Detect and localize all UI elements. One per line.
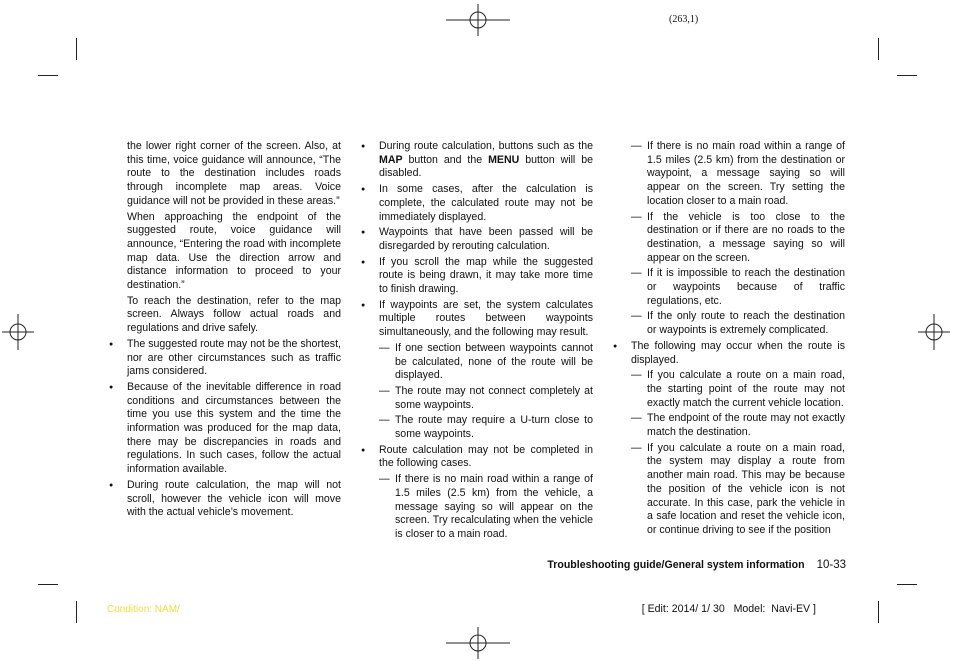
bullet-item: ● The suggested route may not be the shortest, nor are other circumstances such as traffic jams considered. bbox=[109, 338, 341, 379]
crop-mark bbox=[897, 75, 917, 76]
registration-mark-left bbox=[2, 314, 34, 350]
map-button-label: MAP bbox=[379, 153, 403, 166]
registration-mark-bottom bbox=[446, 627, 510, 659]
bullet-item: ● Because of the inevitable difference in road conditions and circumstances between the time you use this system and the time the information was produced for the map data, there may be discrepancies in roads and regulations. In such cases, follow the actual information available. bbox=[109, 381, 341, 477]
page-ref: (263,1) bbox=[669, 14, 699, 25]
edit-info: [ Edit: 2014/ 1/ 30 Model: Navi-EV ] bbox=[641, 603, 816, 615]
dash-item: — If you calculate a route on a main road, the system may display a route from another main road. This may be because the position of the vehicle icon is not accurate. In this case, park the vehicle in a safe location and reset the vehicle icon, or continue driving to see if the position bbox=[613, 442, 845, 538]
column-1 bbox=[109, 140, 341, 522]
dash-item: — If it is impossible to reach the destination or waypoints because of traffic regulations, etc. bbox=[613, 267, 845, 308]
dash-item: — If the only route to reach the destination or waypoints is extremely complicated. bbox=[613, 310, 845, 337]
bullet-item: ● If you scroll the map while the suggested route is being drawn, it may take more time to finish drawing. bbox=[361, 256, 593, 297]
crop-mark bbox=[38, 75, 58, 76]
crop-mark bbox=[76, 38, 77, 60]
bullet-item: ● Route calculation may not be completed in the following cases. bbox=[361, 444, 593, 471]
bullet-item: ● During route calculation, the map will not scroll, however the vehicle icon will move with the actual vehicle’s movement. bbox=[109, 479, 341, 520]
column-3 bbox=[613, 140, 845, 540]
dash-item: — If there is no main road within a range of 1.5 miles (2.5 km) from the vehicle, a message saying so will appear on the screen. Try recalculating when the vehicle is closer to a main road. bbox=[361, 473, 593, 542]
dash-item: — The route may not connect completely at some waypoints. bbox=[361, 385, 593, 412]
dash-item: — The route may require a U-turn close to some waypoints. bbox=[361, 414, 593, 441]
registration-mark-top bbox=[446, 4, 510, 36]
bullet-item: ● Waypoints that have been passed will be disregarded by rerouting calculation. bbox=[361, 226, 593, 253]
dash-item: — If there is no main road within a range of 1.5 miles (2.5 km) from the destination or waypoint, a message saying so will appear on the screen. Try setting the location closer to a main road. bbox=[613, 140, 845, 209]
crop-mark bbox=[878, 601, 879, 623]
crop-mark bbox=[878, 38, 879, 60]
condition-note: Condition: NAM/ bbox=[107, 604, 180, 615]
dash-item: — The endpoint of the route may not exactly match the destination. bbox=[613, 412, 845, 439]
dash-item: — If the vehicle is too close to the destination or if there are no roads to the destination, a message saying so will appear on the screen. bbox=[613, 211, 845, 266]
column-2 bbox=[361, 140, 593, 544]
bullet-item: ● During route calculation, buttons such as the MAP button and the MENU button will be disabled. bbox=[361, 140, 593, 181]
bullet-item: ● If waypoints are set, the system calculates multiple routes between waypoints simultaneously, and the following may result. bbox=[361, 299, 593, 340]
page-number: 10-33 bbox=[816, 559, 846, 571]
menu-button-label: MENU bbox=[488, 153, 520, 166]
paragraph: When approaching the endpoint of the suggested route, voice guidance will announce, “Entering the road with incomplete map data. Use the direction arrow and distance information to proceed to your destination.” bbox=[127, 210, 341, 292]
registration-mark-right bbox=[918, 314, 950, 350]
dash-item: — If one section between waypoints cannot be calculated, none of the route will be displayed. bbox=[361, 342, 593, 383]
bullet-item: ● In some cases, after the calculation is complete, the calculated route may not be immediately displayed. bbox=[361, 183, 593, 224]
footer-section-title: Troubleshooting guide/General system information 10-33 bbox=[547, 559, 846, 571]
bullet-item: ● The following may occur when the route is displayed. bbox=[613, 340, 845, 367]
paragraph: the lower right corner of the screen. Also, at this time, voice guidance will announce, “The route to the destination includes roads through incomplete map areas. Voice guidance will not be provided in these areas.” bbox=[127, 140, 341, 207]
dash-item: — If you calculate a route on a main road, the starting point of the route may not exactly match the current vehicle location. bbox=[613, 369, 845, 410]
crop-mark bbox=[38, 584, 58, 585]
paragraph: To reach the destination, refer to the map screen. Always follow actual roads and regulations and drive safely. bbox=[127, 294, 341, 335]
crop-mark bbox=[897, 584, 917, 585]
crop-mark bbox=[76, 601, 77, 623]
